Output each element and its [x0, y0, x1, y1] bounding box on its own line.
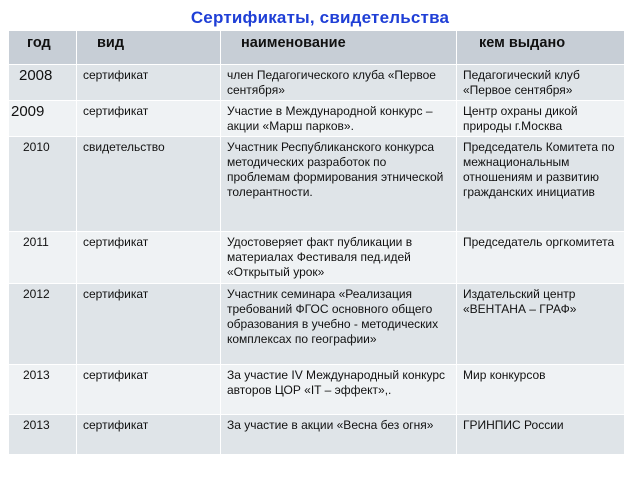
table-row	[9, 415, 625, 455]
cell-year: 2013	[9, 415, 77, 455]
cell-type: сертификат	[77, 101, 221, 137]
table-row	[9, 284, 625, 365]
cell-name: За участие IV Международный конкурс авторов ЦОР «IT – эффект»,.	[221, 365, 457, 415]
table-header-row	[9, 31, 625, 65]
table-row	[9, 137, 625, 232]
cell-name: Участник Республиканского конкурса методических разработок по проблемам формирования этнической толерантности.	[221, 137, 457, 232]
cell-name: член Педагогического клуба «Первое сентября»	[221, 65, 457, 101]
cell-name: Участие в Международной конкурс – акции «Марш парков».	[221, 101, 457, 137]
cell-year: 2013	[9, 365, 77, 415]
certificates-table	[8, 30, 625, 455]
cell-type: сертификат	[77, 365, 221, 415]
cell-issuer: Педагогический клуб «Первое сентября»	[457, 65, 625, 101]
cell-issuer: Издательский центр «ВЕНТАНА – ГРАФ»	[457, 284, 625, 365]
cell-issuer: Мир конкурсов	[457, 365, 625, 415]
cell-year: 2009	[9, 101, 77, 137]
cell-issuer: ГРИНПИС России	[457, 415, 625, 455]
cell-issuer: Центр охраны дикой природы г.Москва	[457, 101, 625, 137]
cell-year: 2011	[9, 232, 77, 284]
header-name: наименование	[221, 31, 457, 65]
cell-name: За участие в акции «Весна без огня»	[221, 415, 457, 455]
cell-year: 2012	[9, 284, 77, 365]
header-type: вид	[77, 31, 221, 65]
cell-type: сертификат	[77, 65, 221, 101]
cell-name: Участник семинара «Реализация требований ФГОС основного общего образования в учебно - методических комплексах по географии»	[221, 284, 457, 365]
cell-year: 2008	[9, 65, 77, 101]
cell-issuer: Председатель Комитета по межнациональным отношениям и развитию гражданских инициатив	[457, 137, 625, 232]
table-row	[9, 101, 625, 137]
table-row	[9, 232, 625, 284]
cell-type: сертификат	[77, 415, 221, 455]
table-row	[9, 65, 625, 101]
cell-name: Удостоверяет факт публикации в материалах Фестиваля пед.идей «Открытый урок»	[221, 232, 457, 284]
cell-type: сертификат	[77, 232, 221, 284]
cell-issuer: Председатель оргкомитета	[457, 232, 625, 284]
cell-year: 2010	[9, 137, 77, 232]
page-title: Сертификаты, свидетельства	[190, 8, 450, 27]
cell-type: сертификат	[77, 284, 221, 365]
header-year: год	[9, 31, 77, 65]
header-issuer: кем выдано	[457, 31, 625, 65]
table-row	[9, 365, 625, 415]
cell-type: свидетельство	[77, 137, 221, 232]
